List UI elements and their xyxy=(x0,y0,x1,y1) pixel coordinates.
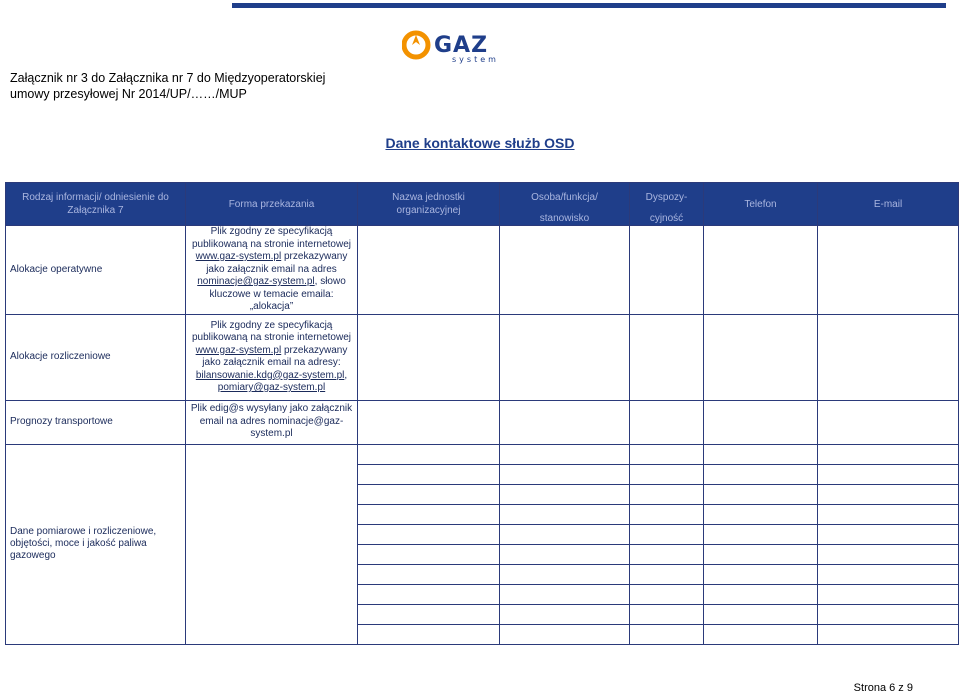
header-info-type: Rodzaj informacji/ odniesienie do Załącznika 7 xyxy=(6,183,186,226)
cell-empty xyxy=(500,524,630,544)
cell-empty xyxy=(704,504,818,524)
cell-empty xyxy=(818,544,959,564)
cell-empty xyxy=(358,314,500,400)
cell-empty xyxy=(358,226,500,315)
cell-empty xyxy=(704,584,818,604)
cell-empty xyxy=(630,444,704,464)
cell-empty xyxy=(358,464,500,484)
cell-empty xyxy=(630,484,704,504)
cell-empty xyxy=(818,464,959,484)
top-accent-bar xyxy=(232,3,946,8)
email-link[interactable]: nominacje@gaz-system.pl xyxy=(197,276,315,287)
cell-empty xyxy=(704,624,818,644)
cell-empty xyxy=(500,400,630,444)
cell-empty xyxy=(818,444,959,464)
table-row xyxy=(6,226,959,315)
cell-empty xyxy=(704,226,818,315)
cell-empty xyxy=(818,504,959,524)
cell-empty xyxy=(818,314,959,400)
cell-empty xyxy=(818,484,959,504)
cell-empty xyxy=(818,584,959,604)
cell-empty xyxy=(630,564,704,584)
cell-empty xyxy=(358,604,500,624)
cell-empty xyxy=(500,314,630,400)
header-phone: Telefon xyxy=(704,183,818,226)
annex-header-line2: umowy przesyłowej Nr 2014/UP/……/MUP xyxy=(10,87,247,101)
header-person-bottom: stanowisko xyxy=(539,213,590,224)
cell-empty xyxy=(500,544,630,564)
annex-header xyxy=(10,70,325,102)
cell-empty xyxy=(630,544,704,564)
table-row xyxy=(6,444,959,464)
cell-empty xyxy=(358,544,500,564)
header-unit-name: Nazwa jednostki organizacyjnej xyxy=(358,183,500,226)
table-header-row xyxy=(6,183,959,226)
gaz-system-logo xyxy=(402,28,532,64)
cell-empty xyxy=(358,444,500,464)
cell-empty xyxy=(818,604,959,624)
cell-empty xyxy=(358,524,500,544)
cell-empty xyxy=(500,444,630,464)
cell-empty xyxy=(704,400,818,444)
cell-empty xyxy=(500,564,630,584)
header-email: E-mail xyxy=(818,183,959,226)
header-dispatch xyxy=(630,183,704,226)
cell-empty xyxy=(704,544,818,564)
email-link[interactable]: pomiary@gaz-system.pl xyxy=(217,382,326,393)
cell-empty xyxy=(704,564,818,584)
cell-empty xyxy=(358,624,500,644)
cell-empty xyxy=(704,314,818,400)
page-number: Strona 6 z 9 xyxy=(853,682,913,694)
cell-empty xyxy=(630,624,704,644)
cell-empty xyxy=(630,314,704,400)
cell-empty xyxy=(500,604,630,624)
cell-empty xyxy=(500,464,630,484)
cell-empty xyxy=(704,604,818,624)
header-dispatch-top: Dyspozy- xyxy=(645,192,688,203)
form-text: Plik zgodny ze specyfikacją publikowaną na stronie internetowej xyxy=(192,319,351,343)
annex-header-line1: Załącznik nr 3 do Załącznika nr 7 do Międzyoperatorskiej xyxy=(10,71,326,85)
cell-empty xyxy=(630,464,704,484)
cell-empty xyxy=(358,584,500,604)
form-text: przekazywany jako załącznik email na adres xyxy=(206,251,348,275)
document-title: Dane kontaktowe służb OSD xyxy=(385,135,575,151)
form-text: , xyxy=(344,369,348,381)
contact-table xyxy=(5,182,959,645)
header-dispatch-bottom: cyjność xyxy=(649,213,684,224)
row-label-forecast: Prognozy transportowe xyxy=(6,400,186,444)
row-label-operational: Alokacje operatywne xyxy=(6,226,186,315)
cell-empty xyxy=(630,226,704,315)
cell-empty xyxy=(630,584,704,604)
cell-empty xyxy=(358,484,500,504)
email-link[interactable]: bilansowanie.kdg@gaz-system.pl xyxy=(195,369,345,381)
cell-empty xyxy=(500,624,630,644)
cell-empty xyxy=(358,504,500,524)
cell-empty xyxy=(358,400,500,444)
cell-empty xyxy=(630,524,704,544)
cell-empty xyxy=(818,564,959,584)
row-label-settlement: Alokacje rozliczeniowe xyxy=(6,314,186,400)
row-form-settlement xyxy=(186,314,358,400)
cell-empty xyxy=(704,524,818,544)
cell-empty xyxy=(704,444,818,464)
cell-empty xyxy=(818,624,959,644)
cell-empty xyxy=(630,400,704,444)
logo-wordmark: GAZ xyxy=(434,33,489,58)
website-link[interactable]: www.gaz-system.pl xyxy=(195,251,282,262)
header-transfer-form: Forma przekazania xyxy=(186,183,358,226)
cell-empty xyxy=(500,504,630,524)
form-text: Plik zgodny ze specyfikacją publikowaną na stronie internetowej xyxy=(192,226,351,250)
table-row xyxy=(6,400,959,444)
row-form-operational xyxy=(186,226,358,315)
cell-empty xyxy=(500,226,630,315)
row-form-forecast: Plik edig@s wysyłany jako załącznik email na adres nominacje@gaz-system.pl xyxy=(186,400,358,444)
cell-empty xyxy=(818,524,959,544)
cell-empty xyxy=(704,484,818,504)
cell-empty xyxy=(500,584,630,604)
form-text: , słowo kluczowe w temacie emaila: „alokacja” xyxy=(209,276,346,312)
cell-empty xyxy=(500,484,630,504)
website-link[interactable]: www.gaz-system.pl xyxy=(195,344,282,356)
cell-empty xyxy=(186,444,358,644)
header-person xyxy=(500,183,630,226)
cell-empty xyxy=(630,504,704,524)
row-label-measurement: Dane pomiarowe i rozliczeniowe, objętości, moce i jakość paliwa gazowego xyxy=(6,444,186,644)
table-row xyxy=(6,314,959,400)
logo-subtitle: system xyxy=(452,55,499,64)
cell-empty xyxy=(818,400,959,444)
cell-empty xyxy=(818,226,959,315)
header-person-top: Osoba/funkcja/ xyxy=(531,192,598,203)
cell-empty xyxy=(358,564,500,584)
cell-empty xyxy=(630,604,704,624)
form-text: przekazywany jako załącznik email na adresy: xyxy=(202,344,348,368)
cell-empty xyxy=(704,464,818,484)
